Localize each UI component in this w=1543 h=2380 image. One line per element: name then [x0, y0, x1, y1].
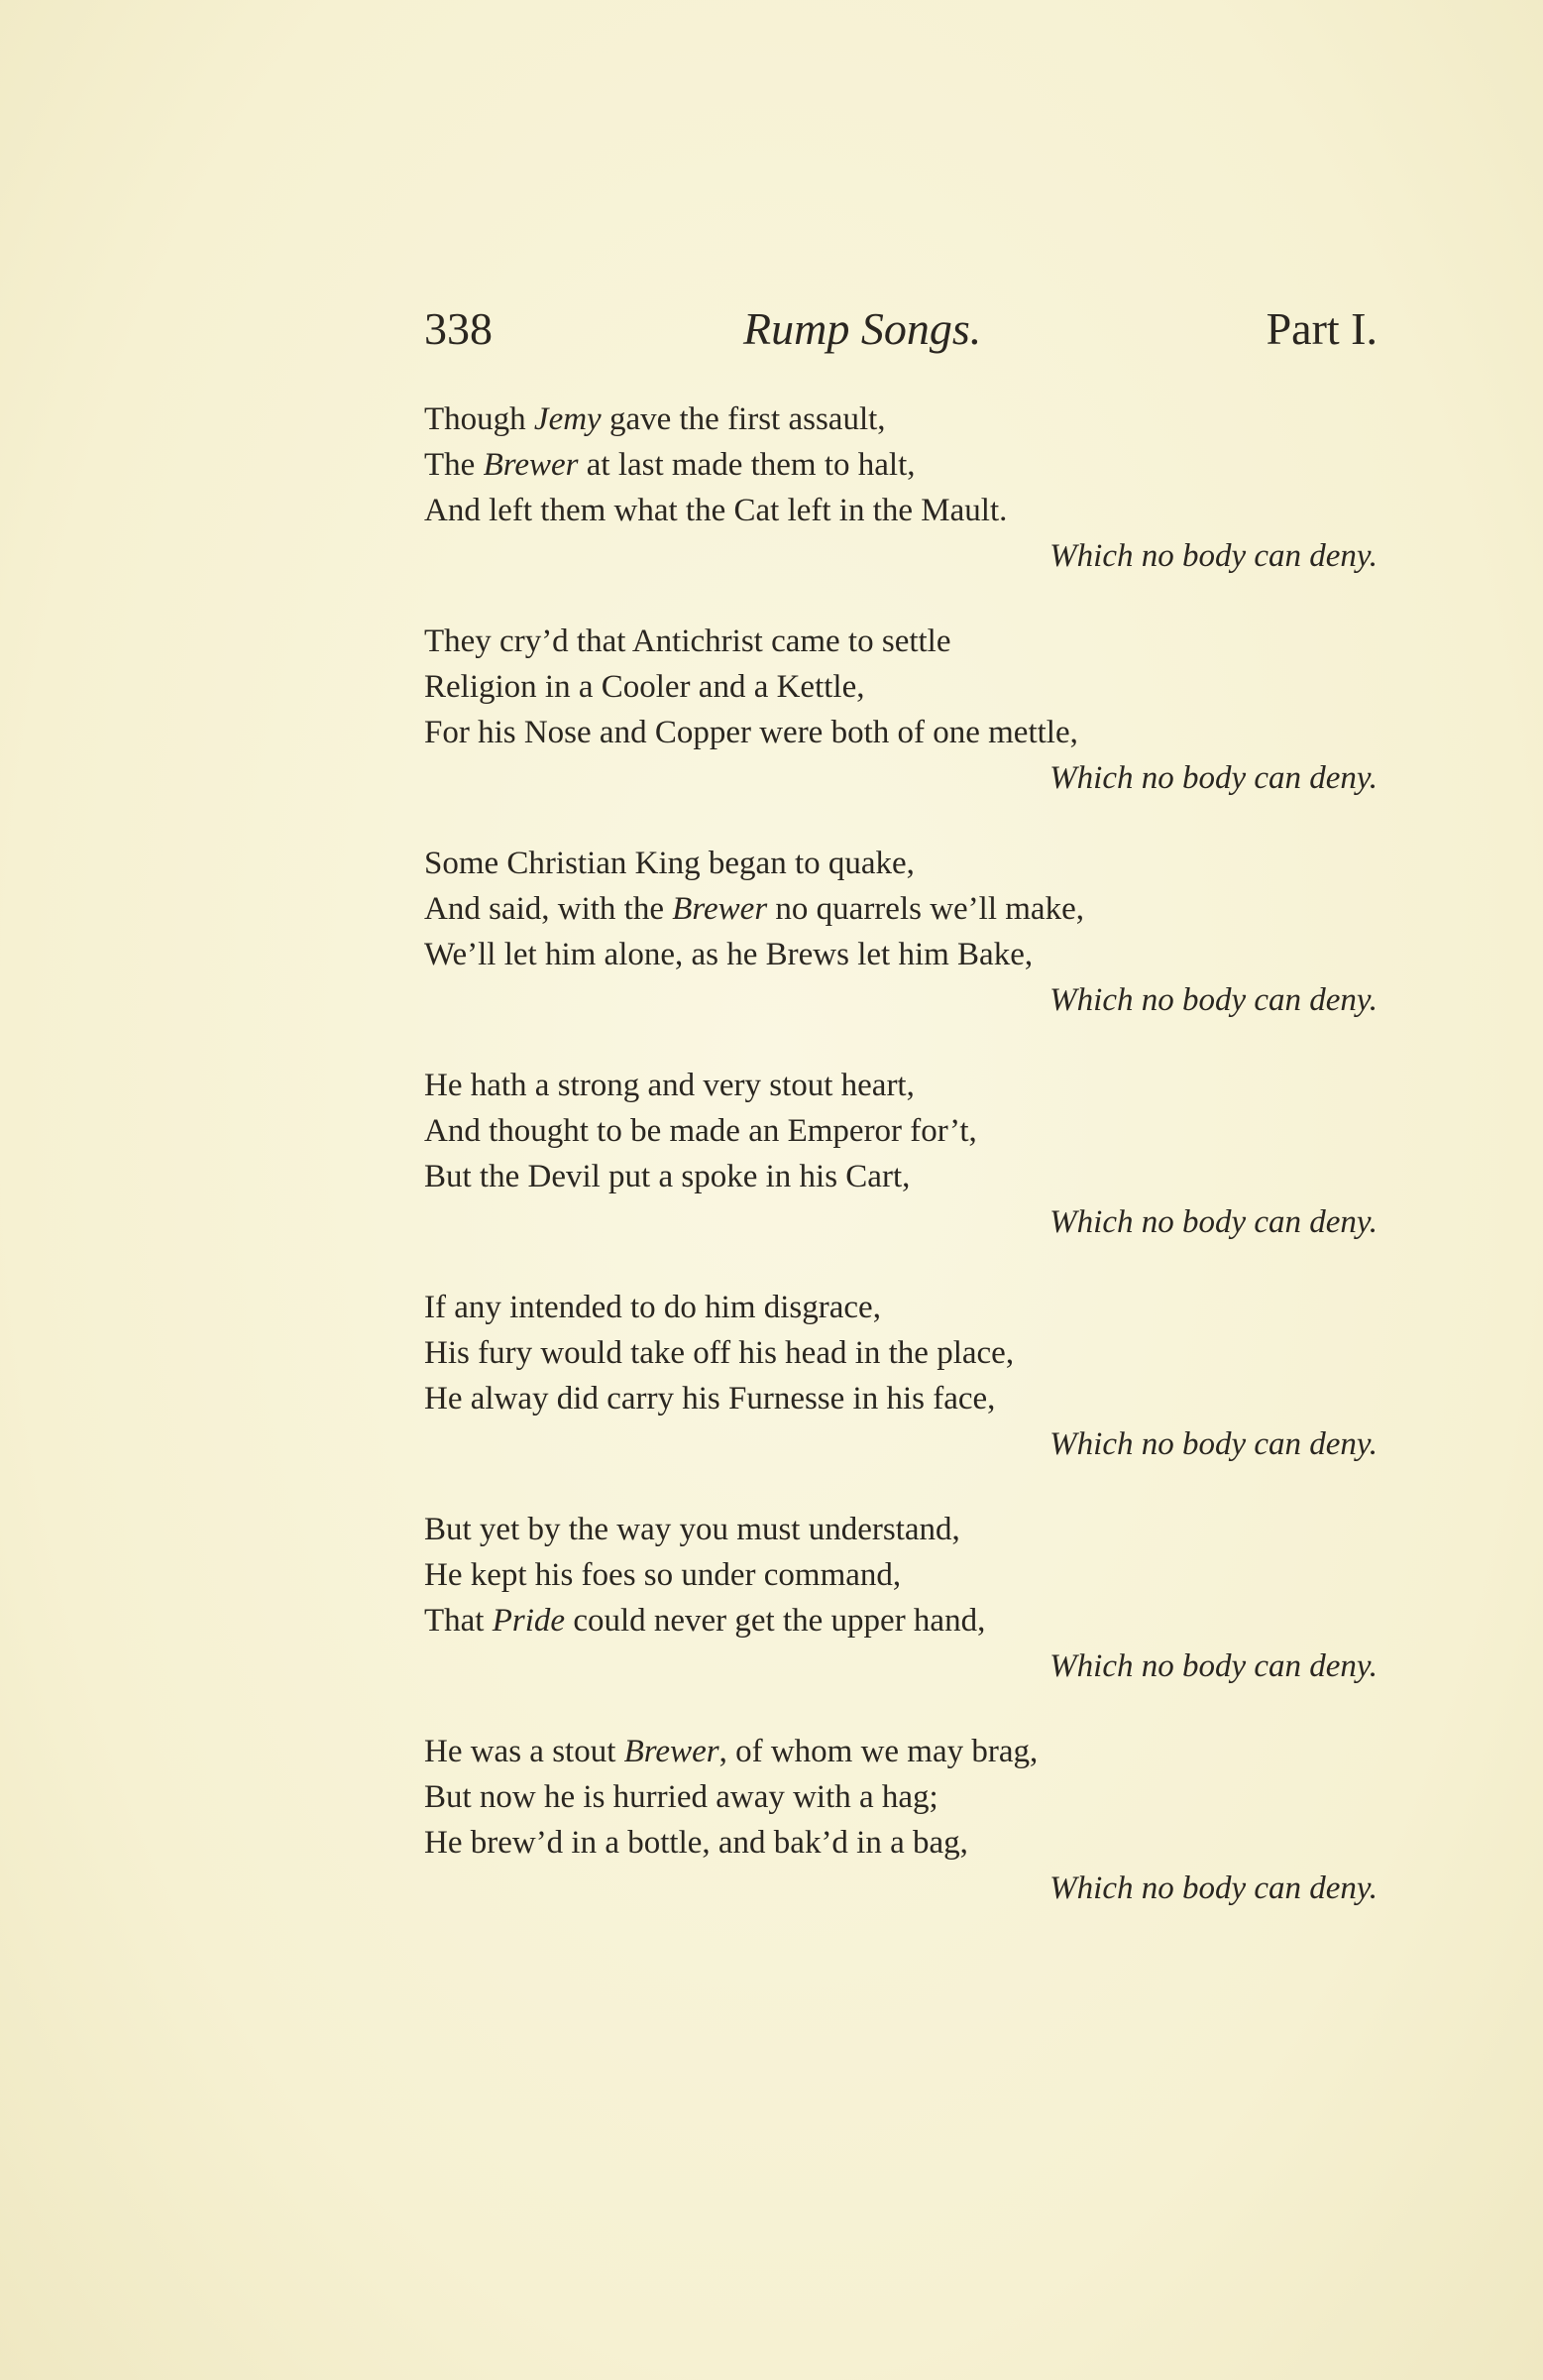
stanza: [424, 1063, 1378, 1245]
verse-line: We’ll let him alone, as he Brews let him Bake,: [424, 937, 1034, 972]
stanza: [424, 1729, 1378, 1911]
page-number: 338: [424, 303, 493, 354]
verse-line: If any intended to do him disgrace,: [424, 1290, 881, 1325]
refrain-line: Which no body can deny.: [1049, 1204, 1378, 1240]
verse-line: He alway did carry his Furnesse in his face,: [424, 1381, 996, 1417]
poem: [424, 397, 1378, 1951]
running-title: Rump Songs.: [743, 303, 982, 354]
verse-line: He was a stout Brewer, of whom we may brag,: [424, 1734, 1039, 1769]
verse-line: But yet by the way you must understand,: [424, 1512, 960, 1547]
verse-line: And said, with the Brewer no quarrels we’ll make,: [424, 891, 1084, 927]
verse-line: For his Nose and Copper were both of one mettle,: [424, 715, 1078, 750]
refrain-line: Which no body can deny.: [1049, 1648, 1378, 1684]
verse-line: He brew’d in a bottle, and bak’d in a bag,: [424, 1825, 968, 1861]
refrain-line: Which no body can deny.: [1049, 1426, 1378, 1462]
verse-line: But the Devil put a spoke in his Cart,: [424, 1159, 911, 1194]
page-header: [424, 302, 1378, 372]
verse-line: The Brewer at last made them to halt,: [424, 447, 916, 483]
refrain-line: Which no body can deny.: [1049, 982, 1378, 1018]
verse-line: And thought to be made an Emperor for’t,: [424, 1113, 977, 1149]
verse-line: And left them what the Cat left in the Mault.: [424, 493, 1008, 528]
verse-line: He hath a strong and very stout heart,: [424, 1068, 915, 1103]
part-label: Part I.: [1266, 303, 1378, 354]
refrain-line: Which no body can deny.: [1049, 538, 1378, 574]
verse-line: Though Jemy gave the first assault,: [424, 401, 886, 437]
verse-line: That Pride could never get the upper hand,: [424, 1603, 986, 1639]
verse-line: But now he is hurried away with a hag;: [424, 1779, 938, 1815]
verse-line: Some Christian King began to quake,: [424, 846, 915, 881]
stanza: [424, 1507, 1378, 1689]
refrain-line: Which no body can deny.: [1049, 1870, 1378, 1906]
verse-line: Religion in a Cooler and a Kettle,: [424, 669, 865, 705]
stanza: [424, 1285, 1378, 1467]
refrain-line: Which no body can deny.: [1049, 760, 1378, 796]
verse-line: They cry’d that Antichrist came to settle: [424, 623, 951, 659]
stanza: [424, 619, 1378, 801]
verse-line: His fury would take off his head in the place,: [424, 1335, 1015, 1371]
stanza: [424, 397, 1378, 579]
verse-line: He kept his foes so under command,: [424, 1557, 902, 1593]
stanza: [424, 841, 1378, 1023]
